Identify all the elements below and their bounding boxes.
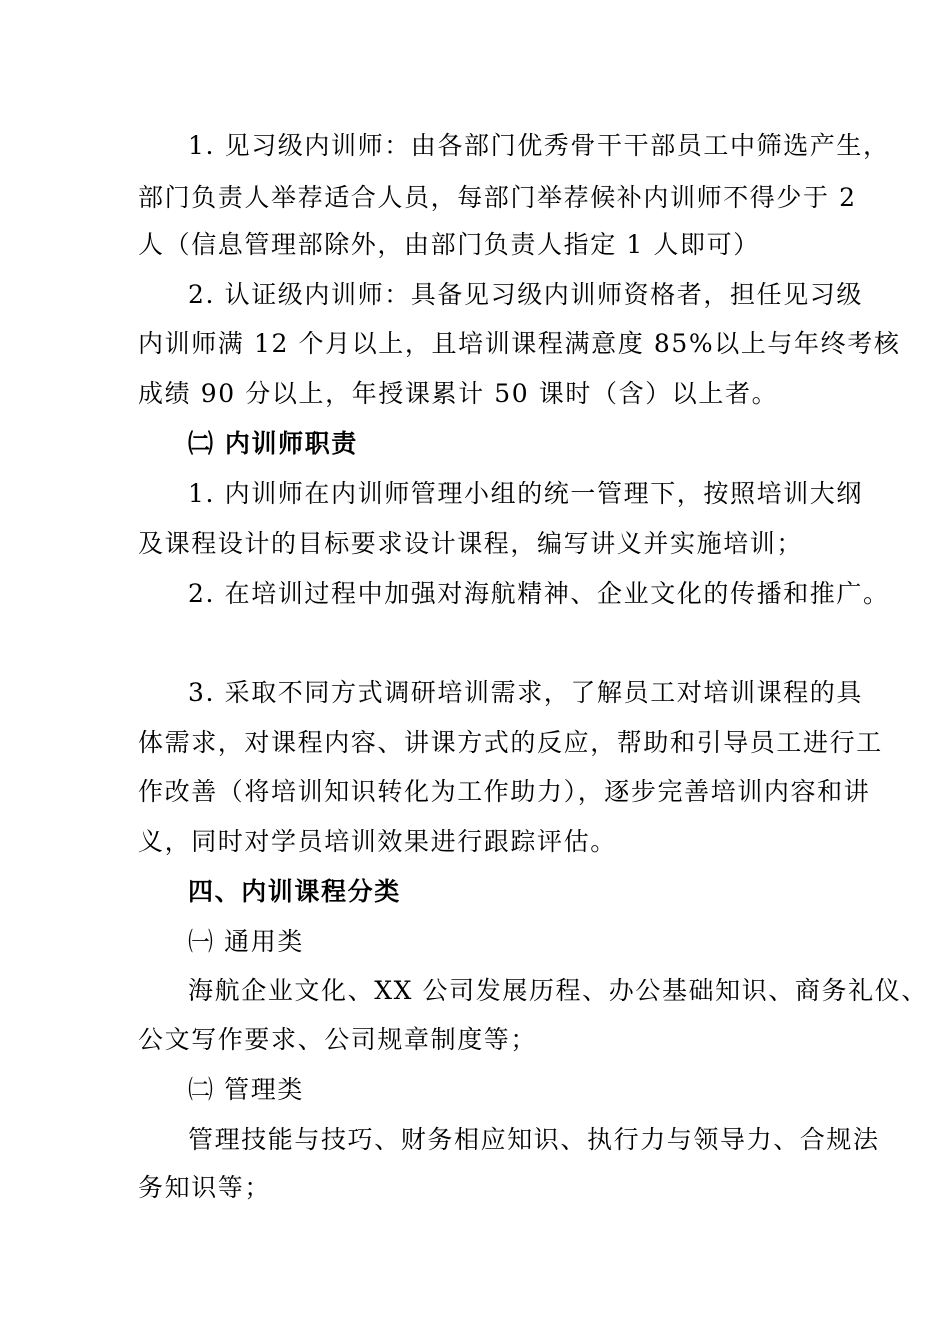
paragraph-line: 3. 采取不同方式调研培训需求，了解员工对培训课程的具 [188,678,864,707]
paragraph-line: 成绩 90 分以上，年授课累计 50 课时（含）以上者。 [138,379,779,408]
paragraph-line: 体需求，对课程内容、讲课方式的反应，帮助和引导员工进行工 [138,728,883,757]
paragraph-line: 2. 在培训过程中加强对海航精神、企业文化的传播和推广。 [188,579,890,608]
subheading-management: ㈡ 管理类 [188,1075,304,1104]
paragraph-line: 1. 内训师在内训师管理小组的统一管理下，按照培训大纲 [188,479,864,508]
subheading-general: ㈠ 通用类 [188,927,304,956]
paragraph-line: 公文写作要求、公司规章制度等； [138,1025,538,1054]
section-heading-duties: ㈡ 内训师职责 [188,429,358,458]
paragraph-line: 及课程设计的目标要求设计课程，编写讲义并实施培训； [138,529,804,558]
paragraph-line: 部门负责人举荐适合人员，每部门举荐候补内训师不得少于 2 [138,183,857,212]
paragraph-line: 2. 认证级内训师：具备见习级内训师资格者，担任见习级 [188,280,864,309]
paragraph-line: 海航企业文化、XX 公司发展历程、办公基础知识、商务礼仪、 [188,976,928,1005]
paragraph-line: 内训师满 12 个月以上，且培训课程满意度 85%以上与年终考核 [138,329,901,358]
paragraph-line: 务知识等； [138,1173,272,1202]
paragraph-line: 义，同时对学员培训效果进行跟踪评估。 [138,827,617,856]
paragraph-line: 人（信息管理部除外，由部门负责人指定 1 人即可） [138,230,760,259]
paragraph-line: 1. 见习级内训师：由各部门优秀骨干干部员工中筛选产生， [188,131,890,160]
paragraph-line: 管理技能与技巧、财务相应知识、执行力与领导力、合规法 [188,1125,880,1154]
section-heading-course-categories: 四、内训课程分类 [188,877,401,906]
paragraph-line: 作改善（将培训知识转化为工作助力），逐步完善培训内容和讲 [138,777,871,806]
